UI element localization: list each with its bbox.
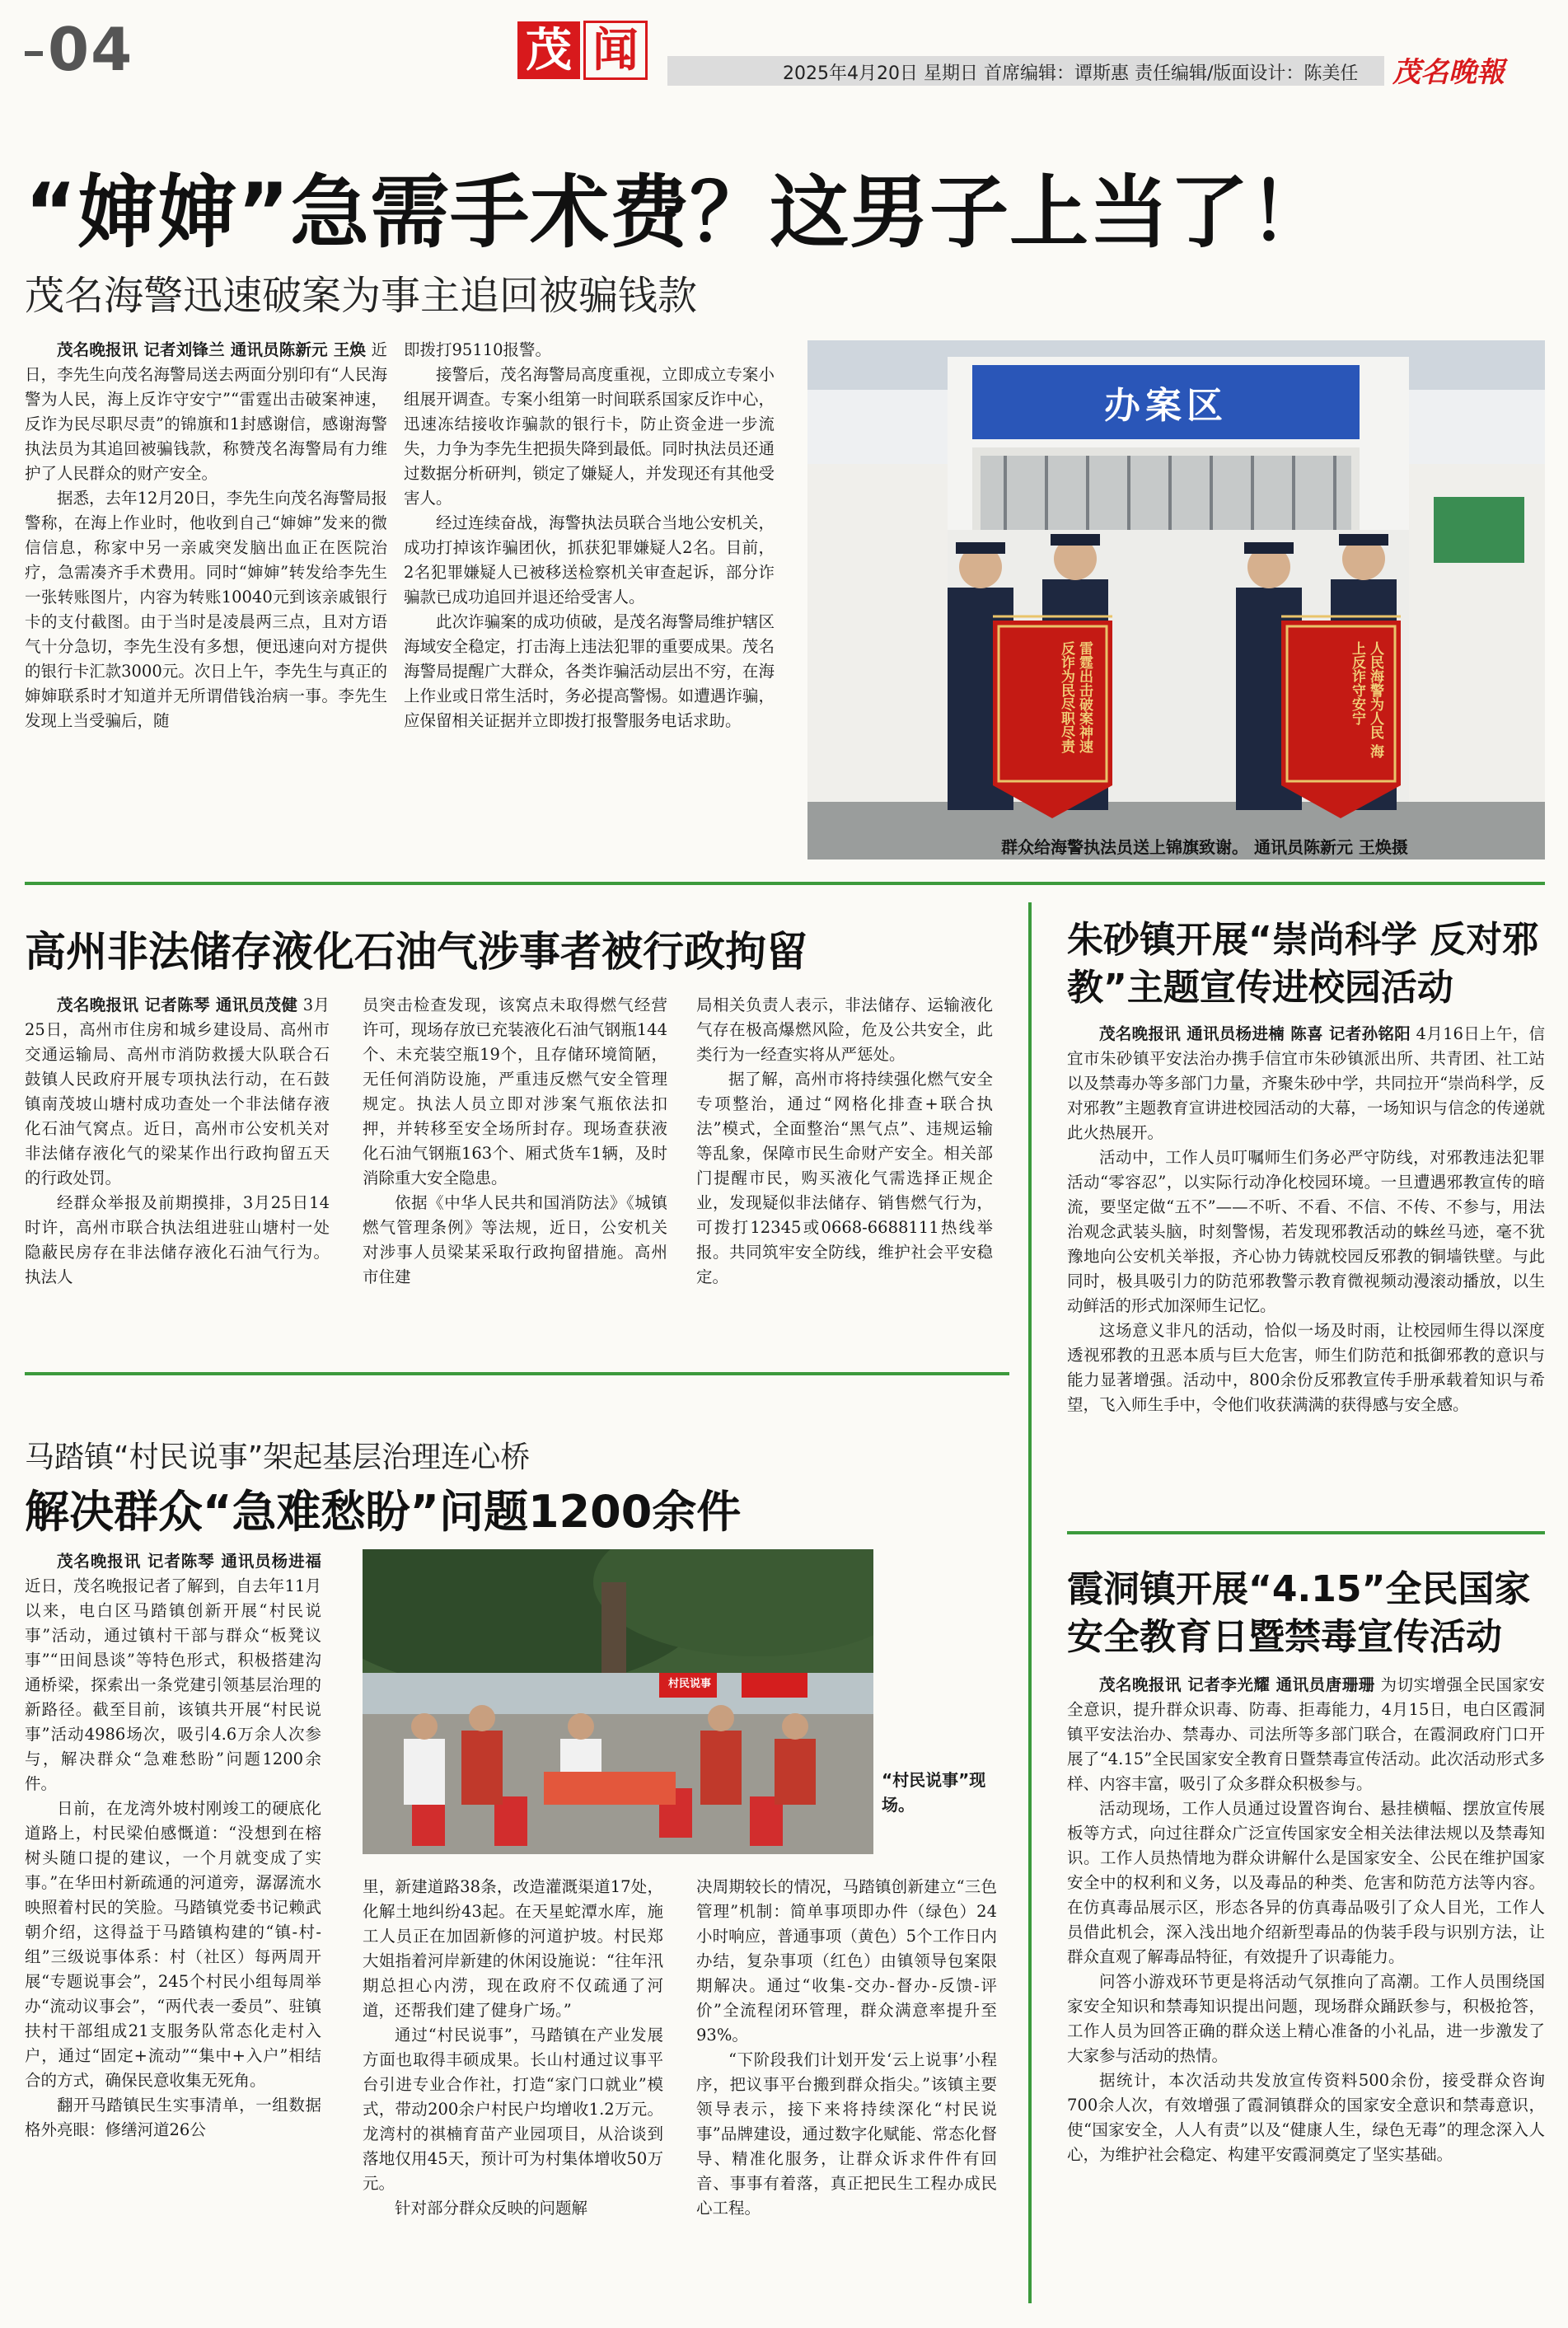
header-info: 2025年4月20日 星期日 首席编辑：谭斯惠 责任编辑/版面设计：陈美任 bbox=[783, 63, 1359, 84]
story4-p3: 这场意义非凡的活动，恰似一场及时雨，让校园师生得以深度透视邪教的丑恶本质与巨大危害，师生们防范和抵御邪教的意识与能力显著增强。活动中，800余份反邪教宣传手册承载着知识与希望，飞入师生手中，令他们收获满满的获得感与安全感。 bbox=[1067, 1321, 1545, 1414]
divider-3 bbox=[1067, 1531, 1545, 1534]
story5-headline: 霞洞镇开展“4.15”全民国家安全教育日暨禁毒宣传活动 bbox=[1067, 1568, 1531, 1658]
story3-photo bbox=[363, 1549, 873, 1854]
story2-col-1 bbox=[25, 993, 330, 1347]
banner-right-text: 人民海警为人民 海上反诈守安宁 bbox=[1349, 641, 1383, 758]
lead-col2-p4: 此次诈骗案的成功侦破，是茂名海警局维护辖区海域安全稳定，打击海上违法犯罪的重要成果。茂名海警局提醒广大群众，各类诈骗活动层出不穷，在海上作业或日常生活时，务必提高警惕。如遭遇诈骗，应保留相关证据并立即拨打报警服务电话求助。 bbox=[404, 612, 775, 730]
lead-headline: “婶婶”急需手术费？这男子上当了！ bbox=[25, 166, 1330, 259]
lead-col2-p1: 即拨打95110报警。 bbox=[404, 340, 552, 359]
section-mark bbox=[517, 21, 648, 79]
story3-col2-p1: 里，新建道路38条，改造灌溉渠道17处，化解土地纠纷43起。在天星蛇潭水库，施工人员正在加固新修的河道护坡。村民郑大姐指着河岸新建的休闲设施说：“往年汛期总担心内涝，现在政府不仅疏通了河道，还帮我们建了健身广场。” bbox=[363, 1877, 663, 2020]
story2-col2-p1: 员突击检查发现，该窝点未取得燃气经营许可，现场存放已充装液化石油气钢瓶144个、未充装空瓶19个，且存储环境简陋，无任何消防设施，严重违反燃气安全管理规定。执法人员立即对涉案气瓶依法扣押，并转移至安全场所封存。现场查获液化石油气钢瓶163个、厢式货车1辆，及时消除重大安全隐患。 bbox=[363, 995, 667, 1187]
story2-byline: 茂名晚报讯 记者陈琴 通讯员茂健 bbox=[57, 995, 298, 1014]
story2-col1-p1: 3月25日，高州市住房和城乡建设局、高州市交通运输局、高州市消防救援大队联合石鼓镇人民政府开展专项执法行动，在石鼓镇南茂坡山塘村成功查处一个非法储存液化石油气窝点。近日，高州市公安机关对非法储存液化气的梁某作出行政拘留五天的行政处罚。 bbox=[25, 995, 330, 1187]
story3-kicker: 马踏镇“村民说事”架起基层治理连心桥 bbox=[25, 1440, 531, 1474]
story5-p4: 据统计，本次活动共发放宣传资料500余份，接受群众咨询700余人次，有效增强了霞洞镇群众的国家安全意识和禁毒意识，使“国家安全，人人有责”以及“健康人生，绿色无毒”的理念深入人心，为维护社会稳定、构建平安霞洞奠定了坚实基础。 bbox=[1067, 2071, 1545, 2164]
story3-photo-illustration bbox=[363, 1549, 873, 1854]
lead-photo bbox=[807, 340, 1545, 860]
story3-col1-p3: 翻开马踏镇民生实事清单，一组数据格外亮眼：修缮河道26公 bbox=[25, 2096, 321, 2139]
lead-col1-p1: 近日，李先生向茂名海警局送去两面分别印有“人民海警为人民，海上反诈守安宁”“雷霆出击破案神速，反诈为民尽职尽责”的锦旗和1封感谢信，感谢海警执法员为其追回被骗钱款，称赞茂名海警局有力维护了人民群众的财产安全。 bbox=[25, 340, 387, 483]
section-char-1: 茂 bbox=[517, 21, 580, 79]
lead-photo-sign: 办案区 bbox=[1104, 385, 1228, 427]
story4-p1: 4月16日上午，信宜市朱砂镇平安法治办携手信宜市朱砂镇派出所、共青团、社工站以及禁毒办等多部门力量，齐聚朱砂中学，共同拉开“崇尚科学，反对邪教”主题教育宣讲进校园活动的大幕，一场知识与信念的传递就此火热展开。 bbox=[1067, 1024, 1545, 1142]
section-char-2: 闻 bbox=[583, 21, 648, 80]
story2-col-3 bbox=[696, 993, 993, 1347]
story5-p3: 问答小游戏环节更是将活动气氛推向了高潮。工作人员围绕国家安全知识和禁毒知识提出问题，现场群众踊跃参与，积极抢答，工作人员为回答正确的群众送上精心准备的小礼品，进一步激发了大家参与活动的热情。 bbox=[1067, 1972, 1545, 2065]
story3-col3-p2: “下阶段我们计划开发‘云上说事’小程序，把议事平台搬到群众指尖。”该镇主要领导表示，接下来将持续深化“村民说事”品牌建设，通过数字化赋能、常态化督导、精准化服务，让群众诉求件件有回音、事事有着落，真正把民生工程办成民心工程。 bbox=[696, 2050, 997, 2218]
story3-col2-p3: 针对部分群众反映的问题解 bbox=[395, 2199, 588, 2218]
lead-photo-caption: 群众给海警执法员送上锦旗致谢。 通讯员陈新元 王焕摄 bbox=[1001, 837, 1408, 857]
story4-byline: 茂名晚报讯 通讯员杨进楠 陈喜 记者孙铭阳 bbox=[1099, 1024, 1411, 1043]
lead-col2-p2: 接警后，茂名海警局高度重视，立即成立专案小组展开调查。专案小组第一时间联系国家反诈中心，迅速冻结接收诈骗款的银行卡，防止资金进一步流失，力争为李先生把损失降到最低。同时执法员还通过数据分析研判，锁定了嫌疑人，并发现还有其他受害人。 bbox=[404, 365, 775, 508]
story3-col1-p1: 近日，茂名晚报记者了解到，自去年11月以来，电白区马踏镇创新开展“村民说事”活动，通过镇村干部与群众“板凳议事”“田间恳谈”等特色形式，积极搭建沟通桥梁，探索出一条党建引领基层治理的新路径。截至目前，该镇共开展“村民说事”活动4986场次，吸引4.6万余人次参与，解决群众“急难愁盼”问题1200余件。 bbox=[25, 1576, 321, 1793]
story3-photo-caption: “村民说事”现场。 bbox=[882, 1770, 986, 1815]
story3-headline: 解决群众“急难愁盼”问题1200余件 bbox=[25, 1486, 742, 1538]
lead-col1-p2: 据悉，去年12月20日，李先生向茂名海警局报警称，在海上作业时，他收到自己“婶婶”发来的微信信息，称家中另一亲戚突发脑出血正在医院治疗，急需凑齐手术费用。同时“婶婶”转发给李先生一张转账图片，内容为转账10040元到该亲戚银行卡的支付截图。由于当时是凌晨两三点，且对方语气十分急切，李先生没有多想，便迅速向对方提供的银行卡汇款3000元。次日上午，李先生与真正的婶婶联系时才知道并无所谓借钱治病一事。李先生发现上当受骗后，随 bbox=[25, 489, 387, 730]
story3-col2-p2: 通过“村民说事”，马踏镇在产业发展方面也取得丰硕成果。长山村通过议事平台引进专业合作社，打造“家门口就业”模式，带动200余户村民户均增收1.2万元。龙湾村的祺楠育苗产业园项目，从洽谈到落地仅用45天，预计可为村集体增收50万元。 bbox=[363, 2026, 663, 2193]
story3-col3-p1: 决周期较长的情况，马踏镇创新建立“三色管理”机制：简单事项即办件（绿色）24小时响应，普通事项（黄色）5个工作日内办结，复杂事项（红色）由镇领导包案限期解决。通过“收集-交办-督办-反馈-评价”全流程闭环管理，群众满意率提升至93%。 bbox=[696, 1877, 997, 2045]
story2-headline: 高州非法储存液化石油气涉事者被行政拘留 bbox=[25, 928, 807, 976]
divider-1 bbox=[25, 882, 1545, 885]
story4-body bbox=[1067, 1022, 1545, 1516]
story3-byline: 茂名晚报讯 记者陈琴 通讯员杨进福 bbox=[57, 1552, 321, 1571]
page-number: 04 bbox=[25, 15, 133, 84]
vertical-divider bbox=[1028, 902, 1032, 2303]
lead-col-2 bbox=[404, 338, 775, 865]
story3-col-3 bbox=[696, 1875, 997, 2307]
story2-col3-p2: 据了解，高州市将持续强化燃气安全专项整治，通过“网格化排查+联合执法”模式，全面整治“黑气点”、违规运输等乱象，保障市民生命财产安全。相关部门提醒市民，购买液化气需选择正规企业，发现疑似非法储存、销售燃气行为，可拨打12345或0668-6688111热线举报。共同筑牢安全防线，维护社会平安稳定。 bbox=[696, 1070, 993, 1286]
story2-col3-p1: 局相关负责人表示，非法储存、运输液化气存在极高爆燃风险，危及公共安全，此类行为一经查实将从严惩处。 bbox=[696, 995, 993, 1064]
lead-byline: 茂名晚报讯 记者刘锋兰 通讯员陈新元 王焕 bbox=[57, 340, 367, 359]
story5-byline: 茂名晚报讯 记者李光耀 通讯员唐珊珊 bbox=[1099, 1675, 1375, 1694]
story4-p2: 活动中，工作人员叮嘱师生们务必严守防线，对邪教违法犯罪活动“零容忍”，以实际行动净化校园环境。一旦遭遇邪教宣传的暗流，要坚定做“五不”——不听、不看、不信、不传、不参与，用法治观念武装头脑，时刻警惕，若发现邪教活动的蛛丝马迹，毫不犹豫地向公安机关举报，齐心协力铸就校园反邪教的铜墙铁壁。与此同时，极具吸引力的防范邪教警示教育微视频动漫滚动播放，以生动鲜活的形式加深师生记忆。 bbox=[1067, 1148, 1545, 1315]
story2-col2-p2: 依据《中华人民共和国消防法》《城镇燃气管理条例》等法规，近日，公安机关对涉事人员梁某采取行政拘留措施。高州市住建 bbox=[363, 1193, 667, 1286]
story2-col1-p2: 经群众举报及前期摸排，3月25日14时许，高州市联合执法组进驻山塘村一处隐蔽民房存在非法储存液化石油气行为。执法人 bbox=[25, 1193, 330, 1286]
story5-p2: 活动现场，工作人员通过设置咨询台、悬挂横幅、摆放宣传展板等方式，向过往群众广泛宣传国家安全相关法律法规以及禁毒知识。工作人员热情地为群众讲解什么是国家安全、公民在维护国家安全中的权利和义务，以及毒品的种类、危害和防范方法等内容。在仿真毒品展示区，形态各异的仿真毒品吸引了众人目光，工作人员借此机会，深入浅出地介绍新型毒品的伪装手段与识别方法，让群众直观了解毒品特征，有效提升了识毒能力。 bbox=[1067, 1799, 1545, 1966]
story5-body bbox=[1067, 1673, 1545, 2307]
story2-col-2 bbox=[363, 993, 667, 1347]
story3-photo-sign: 村民说事 bbox=[667, 1678, 711, 1690]
divider-2 bbox=[25, 1372, 1009, 1375]
banner-left-text: 雷霆出击破案神速 反诈为民尽职尽责 bbox=[1058, 641, 1093, 753]
story3-col-1 bbox=[25, 1549, 321, 2307]
story3-col-2 bbox=[363, 1875, 663, 2307]
story3-col1-p2: 日前，在龙湾外坡村刚竣工的硬底化道路上，村民梁伯感慨道：“没想到在榕树头随口提的建议，一个月就变成了实事。”在华田村新疏通的河道旁，潺潺流水映照着村民的笑脸。马踏镇党委书记赖武朝介绍，这得益于马踏镇构建的“镇-村-组”三级说事体系：村（社区）每两周开展“专题说事会”，245个村民小组每周举办“流动议事会”，“两代表一委员”、驻镇扶村干部组成21支服务队常态化走村入户，通过“固定+流动”“集中+入户”相结合的方式，确保民意收集无死角。 bbox=[25, 1799, 321, 2090]
story5-p1: 为切实增强全民国家安全意识，提升群众识毒、防毒、拒毒能力，4月15日，电白区霞洞镇平安法治办、禁毒办、司法所等多部门联合，在霞洞政府门口开展了“4.15”全民国家安全教育日暨禁毒宣传活动。此次活动形式多样、内容丰富，吸引了众多群众积极参与。 bbox=[1067, 1675, 1545, 1793]
story4-headline: 朱砂镇开展“崇尚科学 反对邪教”主题宣传进校园活动 bbox=[1067, 919, 1539, 1009]
lead-subhead: 茂名海警迅速破案为事主追回被骗钱款 bbox=[25, 273, 698, 319]
lead-col-1 bbox=[25, 338, 387, 865]
paper-logo: 茂名晚報 bbox=[1392, 56, 1505, 89]
lead-col2-p3: 经过连续奋战，海警执法员联合当地公安机关，成功打掉该诈骗团伙，抓获犯罪嫌疑人2名。目前，2名犯罪嫌疑人已被移送检察机关审查起诉，部分诈骗款已成功追回并退还给受害人。 bbox=[404, 513, 775, 607]
